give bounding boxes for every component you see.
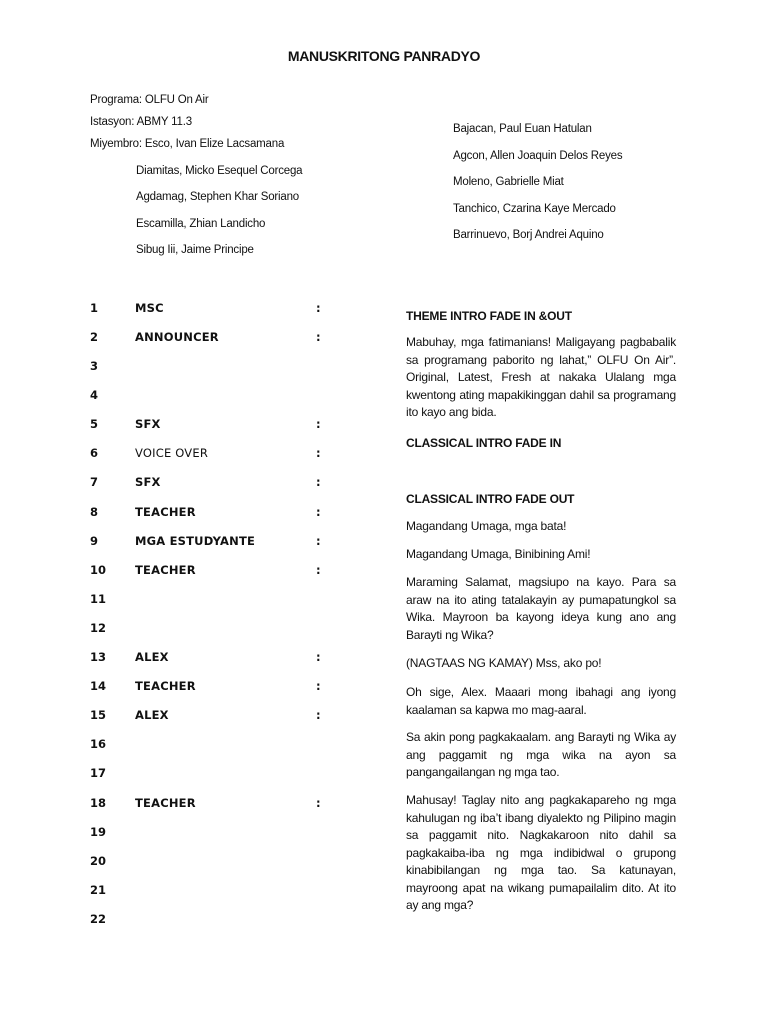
- speaker-label: ANNOUNCER: [135, 330, 219, 344]
- row-colon: :: [316, 796, 321, 810]
- line-number: 14: [90, 679, 107, 693]
- line-number: 9: [90, 534, 99, 548]
- speaker-label: SFX: [135, 475, 161, 489]
- speaker-label: TEACHER: [135, 679, 196, 693]
- line-number: 22: [90, 912, 107, 926]
- line-number: 21: [90, 883, 107, 897]
- line-number: 10: [90, 563, 107, 577]
- speaker-label: MSC: [135, 301, 164, 315]
- row-colon: :: [316, 417, 321, 431]
- member-left: Agdamag, Stephen Khar Soriano: [136, 191, 299, 203]
- row-colon: :: [316, 505, 321, 519]
- row-colon: :: [316, 301, 321, 315]
- line-number: 19: [90, 825, 107, 839]
- page-title: MANUSKRITONG PANRADYO: [287, 48, 481, 64]
- row-colon: :: [316, 679, 321, 693]
- member-right: Bajacan, Paul Euan Hatulan: [453, 123, 592, 135]
- row-colon: :: [316, 563, 321, 577]
- dialogue-announcer: Mabuhay, mga fatimanians! Maligayang pagbabalik sa programang paborito ng lahat,” OLFU On Air”. Original, Latest, Fresh at nakaka Ulalang mga kwentong ating mapakikinggan dahil sa programang ito kayo ang bida.: [406, 335, 676, 419]
- dialogue-teacher-greeting: Magandang Umaga, mga bata!: [406, 519, 567, 533]
- line-number: 4: [90, 388, 99, 402]
- row-colon: :: [316, 650, 321, 664]
- line-number: 18: [90, 796, 107, 810]
- dialogue-students-greeting: Magandang Umaga, Binibining Ami!: [406, 547, 591, 561]
- row-colon: :: [316, 475, 321, 489]
- member-right: Tanchico, Czarina Kaye Mercado: [453, 203, 616, 215]
- speaker-label: ALEX: [135, 708, 169, 722]
- line-number: 6: [90, 446, 99, 460]
- speaker-label: VOICE OVER: [135, 446, 209, 460]
- istasyon-line: Istasyon: ABMY 11.3: [90, 116, 192, 128]
- speaker-label: TEACHER: [135, 505, 196, 519]
- row-colon: :: [316, 446, 321, 460]
- member-left: Sibug Iii, Jaime Principe: [136, 244, 254, 256]
- speaker-label: TEACHER: [135, 563, 196, 577]
- row-colon: :: [316, 708, 321, 722]
- member-left: Diamitas, Micko Esequel Corcega: [136, 165, 303, 177]
- member-right: Moleno, Gabrielle Miat: [453, 176, 564, 188]
- line-number: 3: [90, 359, 99, 373]
- member-right: Barrinuevo, Borj Andrei Aquino: [453, 229, 604, 241]
- miyembro-line: Miyembro: Esco, Ivan Elize Lacsamana: [90, 138, 285, 150]
- line-number: 17: [90, 766, 107, 780]
- line-number: 20: [90, 854, 107, 868]
- line-number: 7: [90, 475, 99, 489]
- line-number: 12: [90, 621, 107, 635]
- dialogue-teacher-invite: Oh sige, Alex. Maaari mong ibahagi ang iyong kaalaman sa kapwa mo mag-aaral.: [406, 685, 676, 717]
- cue-theme-intro: THEME INTRO FADE IN &OUT: [406, 309, 572, 323]
- cue-classical-intro-out: CLASSICAL INTRO FADE OUT: [406, 492, 575, 506]
- speaker-label: ALEX: [135, 650, 169, 664]
- speaker-label: SFX: [135, 417, 161, 431]
- line-number: 16: [90, 737, 107, 751]
- line-number: 15: [90, 708, 107, 722]
- member-left: Escamilla, Zhian Landicho: [136, 218, 266, 230]
- line-number: 13: [90, 650, 107, 664]
- speaker-label: MGA ESTUDYANTE: [135, 534, 256, 548]
- line-number: 11: [90, 592, 107, 606]
- line-number: 2: [90, 330, 99, 344]
- row-colon: :: [316, 330, 321, 344]
- cue-classical-intro-in: CLASSICAL INTRO FADE IN: [406, 436, 562, 450]
- member-right: Agcon, Allen Joaquin Delos Reyes: [453, 150, 623, 162]
- line-number: 5: [90, 417, 99, 431]
- programa-line: Programa: OLFU On Air: [90, 94, 209, 106]
- dialogue-teacher-topic: Maraming Salamat, magsiupo na kayo. Para sa araw na ito ating tatalakayin ay pumapatungkol sa Wika. Mayroon ba kayong ideya kung ano ang Barayti ng Wika?: [406, 575, 676, 642]
- dialogue-alex-answer: Sa akin pong pagkakaalam. ang Barayti ng Wika ay ang paggamit ng mga wika na ayon sa pangangailangan ng mga tao.: [406, 730, 676, 779]
- row-colon: :: [316, 534, 321, 548]
- line-number: 8: [90, 505, 99, 519]
- line-number: 1: [90, 301, 99, 315]
- dialogue-alex-raise-hand: (NAGTAAS NG KAMAY) Mss, ako po!: [406, 656, 602, 670]
- speaker-label: TEACHER: [135, 796, 196, 810]
- dialogue-teacher-explain: Mahusay! Taglay nito ang pagkakapareho ng mga kahulugan ng iba’t ibang diyalekto ng Pilipino magin sa paggamit nito. Nagkakaroon nito dahil sa pagkakaiba-iba ng mga indibidwal o grupong kinabibilangan ng mga tao. Sa katunayan, mayroong apat na wikang pumapailalim dito. At ito ay ang mga?: [406, 793, 676, 912]
